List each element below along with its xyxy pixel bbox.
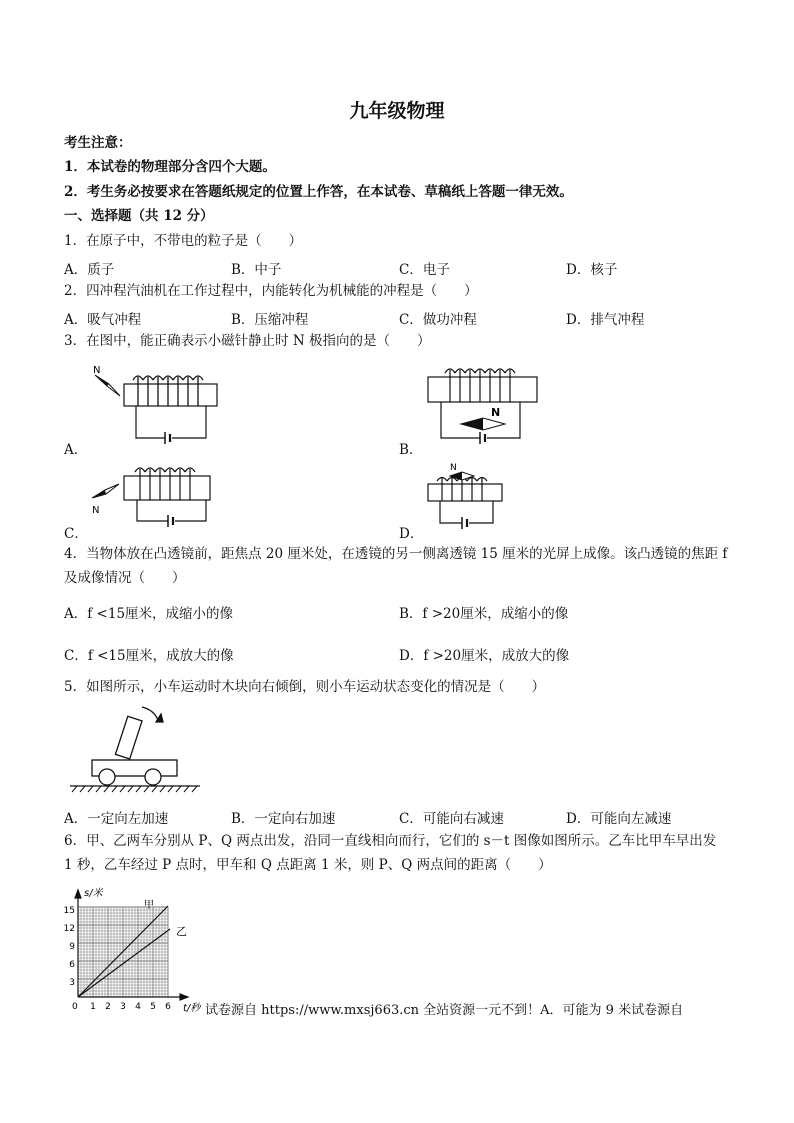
question-1-option-d[interactable]: D．核子 xyxy=(566,262,618,278)
question-1-stem: 1．在原子中，不带电的粒子是（ ） xyxy=(64,233,303,249)
question-5-option-c[interactable]: C．可能向右减速 xyxy=(399,811,504,827)
question-5-option-d[interactable]: D．可能向左减速 xyxy=(566,811,672,827)
figure-d-needle-label: N xyxy=(450,463,457,473)
footer-text: 试卷源自 https://www.mxsj663.cn 全站资源一元不到！A．可能为 9 米试卷源自 xyxy=(205,1003,684,1018)
question-2-stem: 2．四冲程汽油机在工作过程中，内能转化为机械能的冲程是（ ） xyxy=(64,283,478,299)
question-3-option-a[interactable]: A． xyxy=(64,442,88,458)
question-5-option-a[interactable]: A．一定向左加速 xyxy=(64,811,169,827)
question-4-stem-line-1: 4．当物体放在凸透镜前，距焦点 20 厘米处，在透镜的另一侧离透镜 15 厘米的光屏上成像。该凸透镜的焦距 f xyxy=(64,546,728,562)
question-4-option-c[interactable]: C．f <15厘米，成放大的像 xyxy=(64,648,234,664)
question-6-stem-line-1: 6．甲、乙两车分别从 P、Q 两点出发，沿同一直线相向而行，它们的 s－t 图像如图所示。乙车比甲车早出发 xyxy=(64,833,717,849)
question-3-option-d[interactable]: D． xyxy=(399,526,424,542)
x-tick-1: 1 xyxy=(90,1002,96,1012)
x-axis-label: t/秒 xyxy=(183,1003,201,1014)
x-tick-6: 6 xyxy=(165,1002,171,1012)
y-axis-label: s/米 xyxy=(84,888,103,899)
question-3-option-c[interactable]: C． xyxy=(64,526,88,542)
notice-item-1: 1．本试卷的物理部分含四个大题。 xyxy=(64,159,276,175)
question-6-stem-line-2: 1 秒，乙车经过 P 点时，甲车和 Q 点距离 1 米，则 P、Q 两点间的距离（ ） xyxy=(64,857,552,873)
x-tick-4: 4 xyxy=(135,1002,141,1012)
y-tick-12: 12 xyxy=(63,924,75,934)
question-4-option-d[interactable]: D．f >20厘米，成放大的像 xyxy=(399,648,570,664)
question-2-option-a[interactable]: A．吸气冲程 xyxy=(64,312,142,328)
x-tick-2: 2 xyxy=(105,1002,111,1012)
question-4-stem-line-2: 及成像情况（ ） xyxy=(64,570,186,586)
question-5-option-b[interactable]: B．一定向右加速 xyxy=(231,811,336,827)
question-1-option-a[interactable]: A．质子 xyxy=(64,262,115,278)
notice-item-2: 2．考生务必按要求在答题纸规定的位置上作答，在本试卷、草稿纸上答题一律无效。 xyxy=(64,184,573,200)
series-label-yi: 乙 xyxy=(176,925,187,938)
question-2-option-d[interactable]: D．排气冲程 xyxy=(566,312,645,328)
question-1-option-b[interactable]: B．中子 xyxy=(231,262,282,278)
y-tick-6: 6 xyxy=(69,960,75,970)
figure-c-needle-label: N xyxy=(92,505,100,516)
origin-label: 0 xyxy=(72,1002,78,1012)
x-tick-3: 3 xyxy=(120,1002,126,1012)
section-heading: 一、选择题（共 12 分） xyxy=(64,208,214,224)
notice-heading: 考生注意： xyxy=(64,135,132,151)
x-tick-5: 5 xyxy=(150,1002,156,1012)
question-1-option-c[interactable]: C．电子 xyxy=(399,262,450,278)
series-label-jia: 甲 xyxy=(144,900,154,911)
y-tick-15: 15 xyxy=(63,906,75,916)
question-4-option-b[interactable]: B．f >20厘米，成缩小的像 xyxy=(399,606,569,622)
question-2-option-b[interactable]: B．压缩冲程 xyxy=(231,312,309,328)
question-4-option-a[interactable]: A．f <15厘米，成缩小的像 xyxy=(64,606,234,622)
figure-b-needle-label: N xyxy=(491,406,501,419)
question-3-stem: 3．在图中，能正确表示小磁针静止时 N 极指向的是（ ） xyxy=(64,333,431,349)
y-tick-3: 3 xyxy=(69,978,75,988)
question-2-option-c[interactable]: C．做功冲程 xyxy=(399,312,477,328)
page-title: 九年级物理 xyxy=(349,100,445,122)
question-5-stem: 5．如图所示，小车运动时木块向右倾倒，则小车运动状态变化的情况是（ ） xyxy=(64,679,546,695)
y-tick-9: 9 xyxy=(69,942,75,952)
question-3-option-b[interactable]: B． xyxy=(399,442,423,458)
figure-a-needle-label: N xyxy=(93,365,101,376)
